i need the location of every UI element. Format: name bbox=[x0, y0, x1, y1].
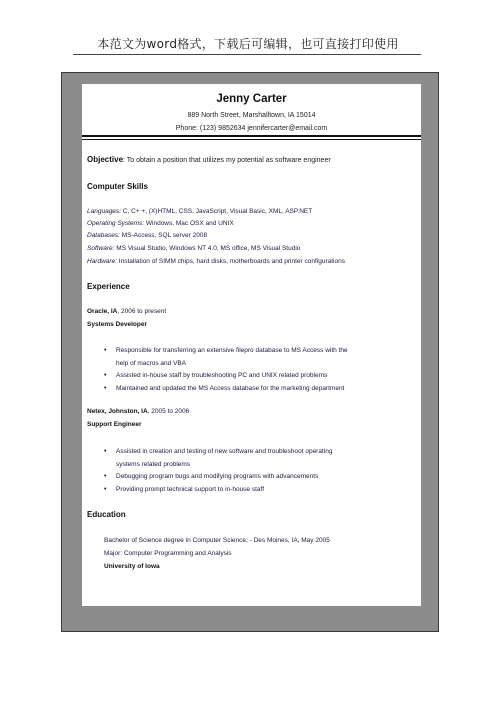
list-item: • Responsible for transferring an extensive filepro database to MS Access with the bbox=[104, 347, 348, 354]
resume-name: Jenny Carter bbox=[216, 93, 287, 105]
education-major: Major: Computer Programming and Analysis bbox=[104, 550, 232, 557]
objective-line bbox=[87, 155, 331, 164]
list-item: • Debugging program bugs and modifying programs with advancements bbox=[104, 473, 319, 480]
skills-heading: Computer Skills bbox=[87, 182, 148, 191]
list-item: • Assisted in creation and testing of new software and troubleshoot operating bbox=[104, 448, 333, 455]
job-2-role: Support Engineer bbox=[87, 421, 142, 428]
job-2-bullets bbox=[104, 446, 414, 496]
job-1-bullets bbox=[104, 345, 414, 395]
skill-databases: Databases: MS-Access, SQL server 2008 bbox=[87, 232, 208, 239]
resume-contact: Phone: (123) 9852634 jennifercarter@email.com bbox=[175, 125, 328, 132]
list-item: • Maintained and updated the MS Access database for the marketing department bbox=[104, 384, 345, 392]
list-item-continued: help of macros and VBA bbox=[116, 359, 187, 367]
resume-address: 889 North Street, Marshalltown, IA 15014 bbox=[187, 112, 316, 119]
education-degree: Bachelor of Science degree in Computer Science, - Des Moines, IA, May 2005 bbox=[104, 537, 330, 544]
resume-sheet bbox=[82, 84, 421, 606]
education-heading: Education bbox=[87, 510, 126, 519]
download-note: 本范文为word格式，下载后可编辑，也可直接打印使用 bbox=[97, 37, 399, 51]
job-1-company: Oracle, IA, 2006 to present bbox=[87, 308, 167, 315]
skill-languages: Languages: C, C+ +, (X)HTML, CSS, JavaScript, Visual Basic, XML, ASP.NET bbox=[87, 208, 313, 215]
list-item-continued: systems related problems bbox=[116, 460, 191, 468]
objective-text: : To obtain a position that utilizes my potential as software engineer bbox=[123, 157, 331, 164]
job-1-role: Systems Developer bbox=[87, 321, 147, 328]
objective-label: Objective bbox=[87, 155, 124, 164]
header-rule bbox=[73, 54, 421, 55]
name-divider-thin bbox=[82, 139, 421, 140]
job-2-company: Netex, Johnston, IA, 2005 to 2006 bbox=[87, 408, 190, 415]
name-divider-thick bbox=[82, 135, 421, 137]
skill-hardware: Hardware: Installation of SIMM chips, hard disks, motherboards and printer configurations bbox=[87, 258, 345, 265]
list-item: • Assisted in-house staff by troubleshooting PC and UNIX related problems bbox=[104, 372, 328, 379]
list-item: • Providing prompt technical support to in-house staff bbox=[104, 485, 265, 493]
education-school: University of Iowa bbox=[104, 563, 160, 570]
skill-software: Software: MS Visual Studio, Windows NT 4.0, MS office, MS Visual Studio bbox=[87, 245, 301, 252]
skill-os: Operating Systems: Windows, Mac OSX and UNIX bbox=[87, 220, 234, 227]
experience-heading: Experience bbox=[87, 282, 130, 291]
